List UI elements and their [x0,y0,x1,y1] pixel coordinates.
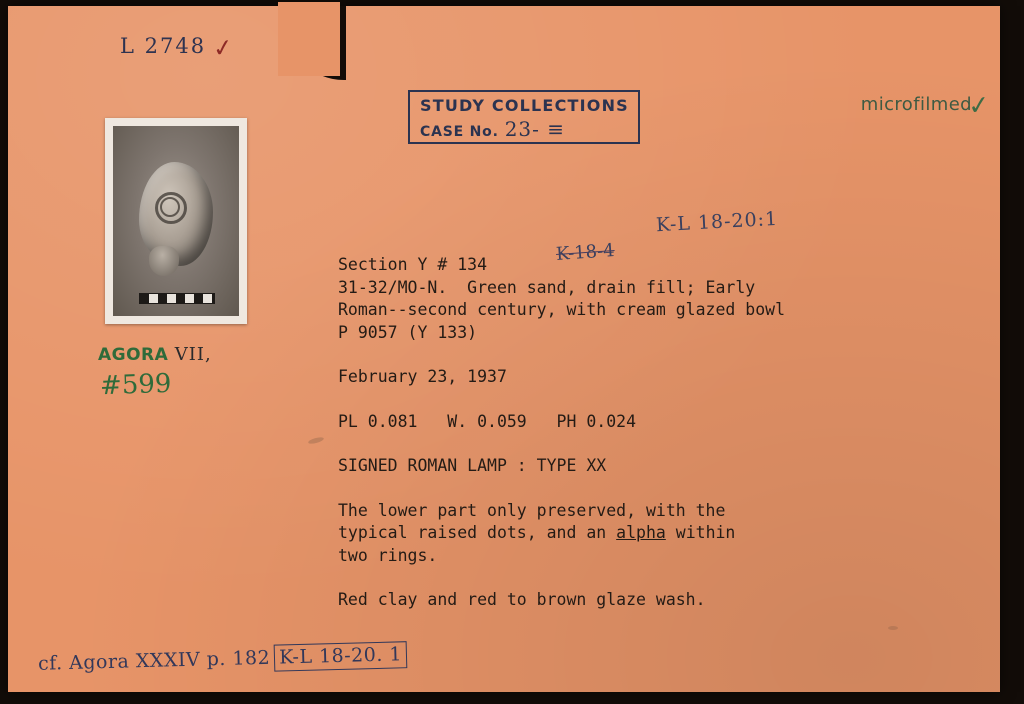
agora-catalog-number: #599 [99,368,172,402]
context-line-1: 31-32/MO-N. Green sand, drain fill; Early [338,277,756,297]
folder-tab-notch-inner [278,2,340,76]
specimen-photograph [105,118,247,324]
photograph-image [113,126,239,316]
agora-publication-text: AGORA [98,345,169,365]
section-line: Section Y # 134 [338,255,488,274]
context-line-3: P 9057 (Y 133) [338,322,478,342]
microfilmed-checkmark: ✓ [966,88,992,122]
stamp-case-label: CASE No. [420,124,499,140]
spacer [338,389,938,411]
description-line-3: two rings. [338,545,438,565]
description-line-2 [338,522,938,545]
stamp-case-value: 23- ≡ [504,117,566,141]
accession-number: L 2748 [120,34,207,58]
photo-scale-bar [139,293,215,304]
stamp-case-row [420,117,630,141]
paper-smudge-2 [888,626,898,630]
spacer [338,433,938,455]
footnote-text: cf. Agora XXXIV p. 182 [37,646,271,675]
paper-smudge [308,436,325,445]
lamp-inner-ring-2 [160,197,180,217]
stamp-title: STUDY COLLECTIONS [420,96,629,115]
agora-publication-label [98,344,212,365]
spacer [338,567,938,589]
spacer [338,478,938,500]
object-title-line: SIGNED ROMAN LAMP : TYPE XX [338,456,607,475]
description-line-2-post: within [665,523,736,542]
accession-checkmark: ✓ [211,33,235,64]
agora-volume-text: VII [174,344,205,365]
context-line-2: Roman--second century, with cream glazed bowl [338,300,786,319]
typed-record-body [338,254,938,612]
spacer [338,344,938,366]
description-emphasis-alpha: alpha [616,523,666,542]
fabric-line: Red clay and red to brown glaze wash. [338,590,706,609]
footnote-bracketed-grid: K-L 18-20. 1 [274,641,408,671]
catalog-card [8,6,1000,692]
date-line: February 23, 1937 [338,367,507,386]
agora-comma: , [204,344,212,365]
annotation-grid-reference: K-L 18-20:1 [655,207,779,237]
microfilmed-label: microfilmed [860,94,972,115]
lamp-nozzle-shape [149,246,179,276]
study-collections-stamp [408,90,640,144]
measurements-line: PL 0.081 W. 0.059 PH 0.024 [338,411,637,431]
annotation-struck-through: K-18-4 [555,239,616,266]
footnote-reference [38,643,407,675]
description-line-1: The lower part only preserved, with the [338,500,726,520]
description-line-2-pre: typical raised dots, and an [338,523,617,542]
